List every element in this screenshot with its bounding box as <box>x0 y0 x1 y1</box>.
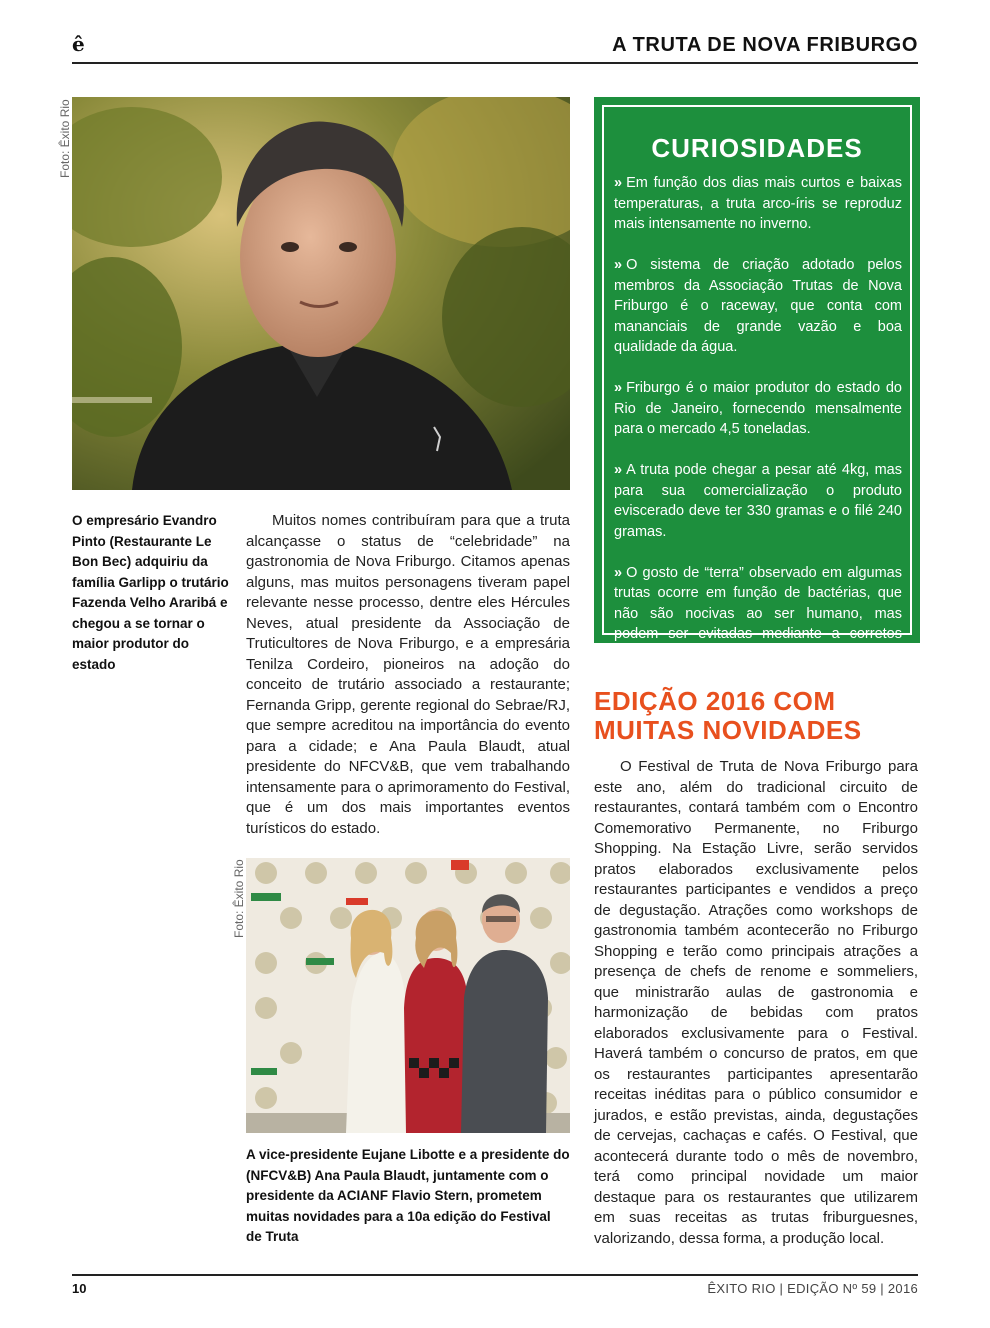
bullet-icon: » <box>614 380 623 396</box>
event-photo-illustration <box>246 858 570 1133</box>
photo-credit-top: Foto: Êxito Rio <box>58 99 72 178</box>
edicao-paragraph: O Festival de Truta de Nova Friburgo para este ano, além do tradicional circuito de restaurantes, contará também com o Encontro Comemorativo Permanente, no Friburgo Shopping. Na Estação Livre, serão servidos pratos elaborados exclusivamente pelos restaurantes participantes e vendidos a preço de degustação. Atrações como workshops de gastronomia também acontecerão no Friburgo Shopping e terão como principais atrações a presença de chefs de renome e sommeliers, que ministrarão aulas de gastronomia e harmonização de bebidas com pratos elaborados exclusivamente para o Festival. Haverá também o concurso de pratos, em que os restaurantes participantes apresentarão receitas inéditas para o público consumidor e jurados, e estão previstas, ainda, degustações de cervejas, cachaças e cafés. O Festival, que acontecerá durante todo o mês de novembro, terá como principal novidade um maior destaque para os restaurantes que utilizarem em suas receitas as trutas friburguesnes, valorizando, dessa forma, a produção local. <box>594 758 918 1247</box>
curiosidades-list <box>614 173 902 706</box>
curiosidades-box <box>594 97 920 683</box>
header-rule <box>72 62 918 64</box>
portrait-photo <box>72 97 570 490</box>
section-heading: EDIÇÃO 2016 COM MUITAS NOVIDADES <box>594 686 862 745</box>
magazine-logo: ê <box>72 32 84 56</box>
publication-info: ÊXITO RIO | EDIÇÃO Nº 59 | 2016 <box>707 1281 918 1296</box>
curiosidades-title: CURIOSIDADES <box>651 133 863 163</box>
page-number: 10 <box>72 1281 87 1296</box>
bullet-icon: » <box>614 257 623 273</box>
bullet-icon: » <box>614 564 623 581</box>
section-title: A TRUTA DE NOVA FRIBURGO <box>612 34 918 56</box>
photo-caption-bottom: A vice-presidente Eujane Libotte e a presidente do (NFCV&B) Ana Paula Blaudt, juntamente com o presidente da ACIANF Flavio Stern, prometem muitas novidades para a 10a edição do Festival de Truta <box>246 1147 570 1244</box>
curiosidades-item: » A truta pode chegar a pesar até 4kg, mas para sua comercialização o produto eviscerado deve ter 330 gramas e o filé 240 gramas. <box>614 462 902 540</box>
curiosidades-item: » Em função dos dias mais curtos e baixas temperaturas, a truta arco-íris se reproduz mais intensamente no inverno. <box>614 175 902 232</box>
portrait-photo-illustration <box>72 97 570 490</box>
photo-credit-bottom: Foto: Êxito Rio <box>232 859 246 938</box>
edicao-body <box>594 757 918 1249</box>
article-paragraph: Muitos nomes contribuíram para que a truta alcançasse o status de “celebridade” na gastronomia de Nova Friburgo. Citamos apenas alguns, mas muitos personagens tiveram papel relevante nesse processo, dentre eles Hércules Neves, atual presidente da Associação de Truticultores de Nova Friburgo, e a empresária Tenilza Cordeiro, pioneiros na adoção do conceito de trutário associado a restaurante; Fernanda Gripp, gerente regional do Sebrae/RJ, que sempre acreditou na importância do evento para a cidade; e Ana Paula Blaudt, atual presidente do NFCV&B, que vem trabalhando intensamente para o aprimoramento do Festival, que é um dos mais importantes eventos turísticos do estado. <box>246 512 570 837</box>
curiosidades-item: » O gosto de “terra” observado em algumas trutas ocorre em função de bactérias, que não são nocivas ao ser humano, mas podem ser evitadas mediante a corretos procedimentos de higiene na criação e abate. <box>614 564 902 683</box>
bullet-icon: » <box>614 462 623 478</box>
bullet-icon: » <box>614 175 623 191</box>
curiosidades-item: » O sistema de criação adotado pelos membros da Associação Trutas de Nova Friburgo é o raceway, que conta com mananciais de grande vazão e boa qualidade da água. <box>614 257 902 355</box>
curiosidades-item: » Friburgo é o maior produtor do estado do Rio de Janeiro, fornecendo mensalmente para o mercado 4,5 toneladas. <box>614 380 902 437</box>
curiosidades-frame <box>602 105 912 683</box>
article-body <box>246 511 570 839</box>
event-photo <box>246 858 570 1133</box>
footer-rule <box>72 1274 918 1276</box>
photo-caption-top: O empresário Evandro Pinto (Restaurante Le Bon Bec) adquiriu da família Garlipp o trutário Fazenda Velho Araribá e chegou a se tornar o maior produtor do estado <box>72 513 229 672</box>
